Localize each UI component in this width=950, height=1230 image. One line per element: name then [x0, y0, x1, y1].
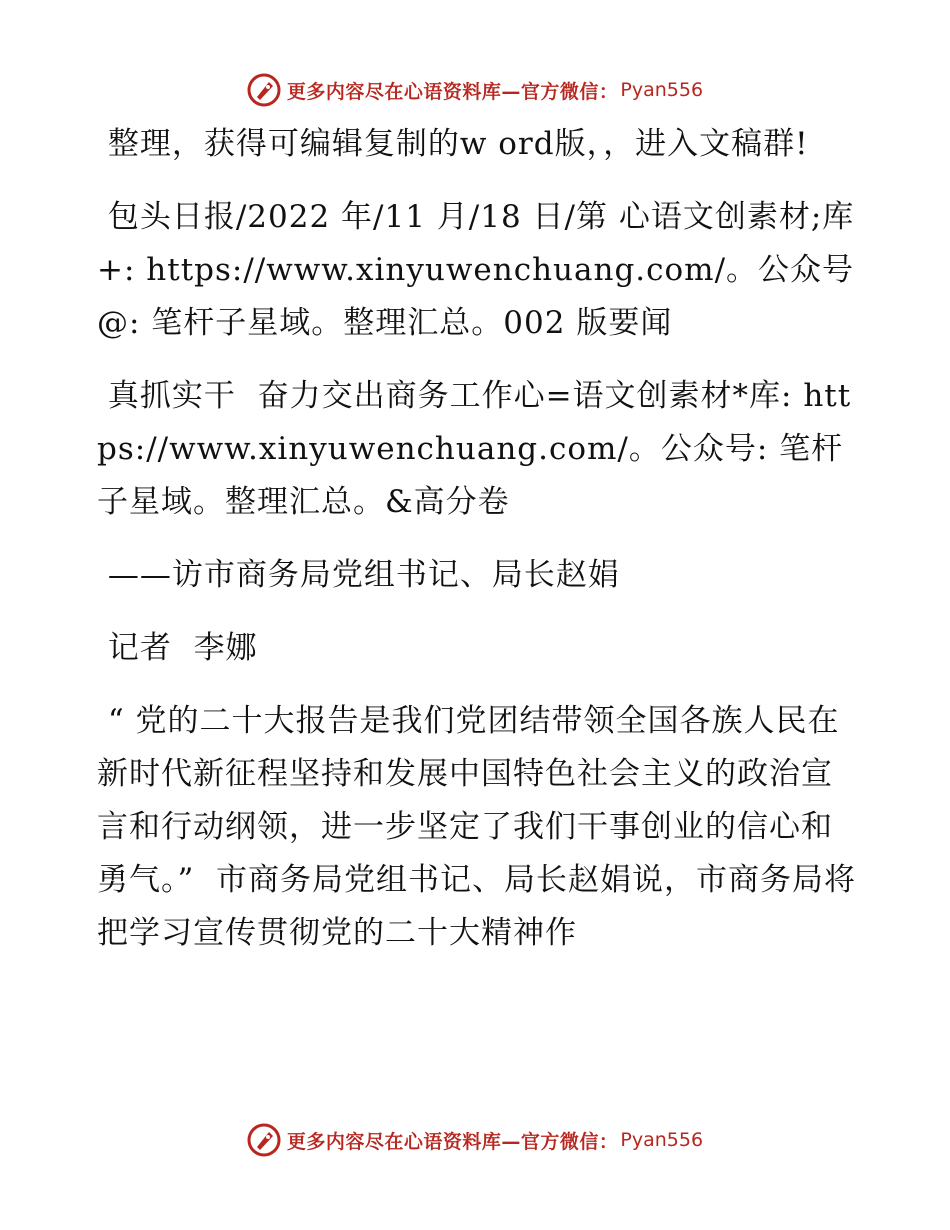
- pen-nib-logo-icon: [247, 73, 281, 107]
- paragraph-body: “ 党的二十大报告是我们党团结带领全国各族人民在新时代新征程坚持和发展中国特色社会主义的政治宣言和行动纲领，进一步坚定了我们干事创业的信心和勇气。” 市商务局党组书记、局长赵娟说，市商务局将把学习宣传贯彻党的二十大精神作: [97, 703, 857, 951]
- footer-watermark-banner: [0, 1120, 950, 1160]
- banner-contact: Pyan556: [620, 79, 704, 101]
- document-body: [97, 118, 857, 980]
- banner-text: 更多内容尽在心语资料库—官方微信：: [286, 80, 619, 103]
- paragraph-intro: 整理，获得可编辑复制的w ord版，，进入文稿群!: [97, 126, 809, 162]
- banner-text: 更多内容尽在心语资料库—官方微信：: [286, 1130, 619, 1153]
- paragraph-subheadline: ——访市商务局党组书记、局长赵娟: [97, 557, 620, 593]
- paragraph-headline: 真抓实干 奋力交出商务工作心=语文创素材*库: https://www.xinyuwenchuang.com/。公众号: 笔杆子星域。整理汇总。&高分卷: [97, 378, 852, 520]
- paragraph-byline: 记者 李娜: [97, 630, 258, 666]
- paragraph-source: 包头日报/2022 年/11 月/18 日/第 心语文创素材;库+: https://www.xinyuwenchuang.com/。公众号@: 笔杆子星域。整理汇总。002 版要闻: [97, 199, 855, 341]
- pen-nib-logo-icon: [247, 1123, 281, 1157]
- banner-contact: Pyan556: [620, 1129, 704, 1151]
- header-watermark-banner: [0, 70, 950, 110]
